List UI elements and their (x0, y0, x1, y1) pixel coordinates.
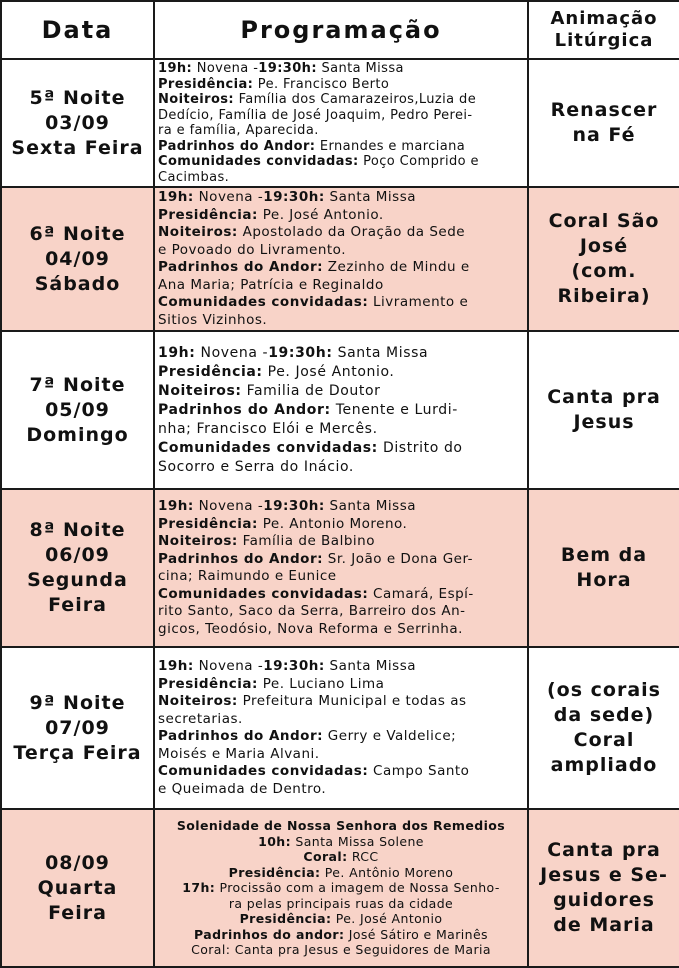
program-line (158, 77, 524, 93)
date-line: 9ª Noite (29, 691, 126, 714)
program-label: Presidência: (158, 363, 263, 380)
program-text: Pe. José Antonio. (262, 363, 395, 380)
date-line: Feira (48, 594, 107, 616)
night-row (1, 59, 679, 187)
date-line: Segunda (27, 569, 128, 591)
program-line (158, 498, 524, 516)
program-text: Camará, Espí- (368, 585, 474, 602)
date-line: 08/09 (45, 851, 110, 874)
program-text: Gerry e Valdelice; (323, 728, 457, 744)
date-line: 06/09 (45, 544, 110, 566)
program-text: Novena - (192, 61, 259, 76)
program-line (158, 586, 524, 604)
animation-cell (528, 809, 679, 967)
animation-line: ampliado (550, 754, 658, 776)
animation-line: Jesus e Se- (540, 864, 668, 886)
program-text: Santa Missa (324, 498, 417, 514)
program-line (158, 728, 524, 746)
program-line (158, 603, 524, 621)
program-line (158, 818, 524, 834)
program-line (158, 123, 524, 139)
program-label: Solenidade de Nossa Senhora dos Remedios (176, 818, 506, 834)
night-row (1, 489, 679, 647)
program-line (158, 170, 524, 186)
program-line (158, 139, 524, 155)
program-line (158, 224, 524, 242)
program-text: Pe. Antonio Moreno. (257, 515, 408, 532)
header-animacao (528, 1, 679, 59)
program-line (158, 259, 524, 277)
program-line (158, 746, 524, 764)
program-text: Zezinho de Mindu e (323, 259, 470, 275)
program-line (158, 92, 524, 108)
program-line (158, 344, 524, 363)
program-text: e Povoado do Livramento. (158, 241, 346, 258)
animation-line: guidores (553, 889, 655, 911)
program-text: nha; Francisco Elói e Mercês. (158, 420, 378, 437)
date-line: 5ª Noite (29, 86, 126, 109)
animation-cell (528, 59, 679, 187)
date-line: Sexta Feira (11, 136, 144, 159)
program-line (158, 154, 524, 170)
program-text: Familia de Doutor (241, 382, 381, 399)
program-line (158, 880, 524, 896)
program-text: Campo Santo (368, 763, 470, 779)
program-line (158, 927, 524, 943)
program-text: RCC (347, 849, 379, 865)
program-text: Pe. Francisco Berto (253, 76, 390, 92)
program-text: gicos, Teodósio, Nova Reforma e Serrinha. (158, 620, 463, 637)
animation-line: (os corais (547, 679, 661, 701)
program-line (158, 439, 524, 458)
program-line (158, 401, 524, 420)
program-text: Família dos Camarazeiros,Luzia de (234, 92, 477, 107)
program-label: Noiteiros: (158, 533, 238, 549)
program-cell (154, 809, 528, 967)
program-text: Cacimbas. (158, 169, 230, 185)
program-line (158, 533, 524, 551)
animation-line: (com. (571, 260, 637, 282)
program-label: Comunidades convidadas: (158, 439, 378, 456)
date-line: 7ª Noite (29, 373, 126, 396)
program-label: 19:30h: (258, 61, 317, 76)
header-programacao: Programação (154, 1, 528, 59)
animation-line: da sede) (553, 704, 655, 726)
program-line (158, 516, 524, 534)
date-line: 03/09 (45, 111, 110, 134)
program-line (158, 568, 524, 586)
animation-line: Canta pra (547, 386, 661, 408)
program-line (158, 658, 524, 676)
header-row (1, 1, 679, 59)
program-text: José Sátiro e Marinês (344, 926, 488, 942)
animation-cell (528, 187, 679, 331)
program-line (158, 834, 524, 850)
program-label: Comunidades convidadas: (158, 585, 369, 602)
animation-cell (528, 647, 679, 809)
date-line: Sábado (34, 272, 121, 295)
header-data: Data (1, 1, 154, 59)
program-text: Distrito do (377, 439, 463, 456)
program-line (158, 363, 524, 382)
program-line (158, 108, 524, 124)
date-cell (1, 187, 154, 331)
animation-line: de Maria (553, 914, 655, 936)
program-label: Padrinhos do Andor: (158, 550, 324, 567)
date-line: Domingo (26, 423, 129, 446)
program-text: Família de Balbino (237, 533, 375, 549)
program-line (158, 849, 524, 865)
program-text: Novena - (193, 498, 264, 514)
program-text: Novena - (193, 189, 264, 205)
program-text: Pe. Luciano Lima (257, 675, 385, 692)
program-label: Presidência: (158, 206, 258, 223)
program-cell (154, 187, 528, 331)
program-label: Noiteiros: (158, 693, 238, 709)
program-text: cina; Raimundo e Eunice (158, 568, 337, 584)
program-label: Comunidades convidadas: (158, 294, 369, 310)
program-label: 19h: (158, 189, 194, 205)
program-label: Noiteiros: (158, 92, 235, 107)
program-line (158, 896, 524, 912)
program-label: Presidência: (158, 76, 254, 92)
date-line: Terça Feira (13, 741, 142, 764)
program-label: Comunidades convidadas: (158, 763, 369, 779)
program-text: Santa Missa (324, 658, 417, 674)
night-row (1, 187, 679, 331)
program-line (158, 911, 524, 927)
program-cell (154, 489, 528, 647)
animation-line: Coral (573, 729, 635, 751)
program-text: Tenente e Lurdi- (330, 401, 458, 418)
program-label: 19:30h: (263, 498, 325, 514)
program-text: Prefeitura Municipal e todas as (237, 693, 467, 709)
program-text: Apostolado da Oração da Sede (237, 224, 466, 240)
animation-line: na Fé (572, 124, 636, 146)
program-line (158, 382, 524, 401)
date-cell (1, 331, 154, 489)
program-label: Padrinhos do Andor: (158, 259, 324, 275)
program-label: Padrinhos do Andor: (158, 728, 324, 744)
program-text: rito Santo, Saco da Serra, Barreiro dos An- (158, 603, 466, 619)
program-line (158, 312, 524, 330)
header-animacao-line2: Litúrgica (554, 30, 654, 51)
date-cell (1, 489, 154, 647)
program-line (158, 61, 524, 77)
program-text: Pe. Antônio Moreno (320, 864, 454, 880)
program-text: Santa Missa (324, 189, 417, 205)
program-label: Presidência: (228, 864, 321, 880)
program-line (158, 551, 524, 569)
program-cell (154, 59, 528, 187)
date-cell (1, 59, 154, 187)
program-text: e Queimada de Dentro. (158, 780, 327, 797)
program-text: Santa Missa (332, 344, 429, 361)
night-row (1, 809, 679, 967)
program-line (158, 458, 524, 477)
program-text: Socorro e Serra do Inácio. (158, 458, 354, 475)
program-text: Pe. José Antonio. (257, 206, 384, 223)
program-text: Ana Maria; Patrícia e Reginaldo (158, 276, 384, 293)
night-row (1, 647, 679, 809)
program-line (158, 277, 524, 295)
program-label: Presidência: (239, 911, 332, 927)
program-label: Presidência: (158, 675, 258, 692)
program-label: 17h: (182, 880, 216, 896)
program-text: Sitios Vizinhos. (158, 311, 268, 328)
animation-line: José (579, 235, 629, 257)
program-label: 19h: (158, 344, 196, 361)
program-line (158, 420, 524, 439)
animation-line: Renascer (550, 99, 658, 121)
animation-line: Hora (576, 569, 632, 591)
program-text: secretarias. (158, 710, 243, 727)
date-line: 05/09 (45, 398, 110, 421)
date-line: 07/09 (45, 716, 110, 739)
program-line (158, 242, 524, 260)
program-line (158, 294, 524, 312)
animation-line: Bem da (560, 544, 648, 566)
program-text: ra e família, Aparecida. (158, 123, 319, 138)
program-line (158, 781, 524, 799)
program-text: Dedício, Família de José Joaquim, Pedro Perei- (158, 107, 473, 123)
program-label: Padrinhos do andor: (194, 926, 345, 942)
date-line: Quarta (37, 876, 118, 899)
program-text: Pe. José Antonio (331, 911, 443, 927)
program-text: Novena - (195, 344, 269, 361)
program-text: Poço Comprido e (358, 154, 479, 169)
program-text: Novena - (193, 658, 264, 674)
program-label: Noiteiros: (158, 224, 238, 240)
program-text: Ernandes e marciana (315, 138, 466, 154)
program-line (158, 763, 524, 781)
animation-line: Coral São (548, 210, 660, 232)
date-cell (1, 647, 154, 809)
program-text: Moisés e Maria Alvani. (158, 745, 320, 762)
night-row (1, 331, 679, 489)
date-line: 04/09 (45, 247, 110, 270)
header-animacao-line1: Animação (550, 8, 658, 29)
program-line (158, 676, 524, 694)
program-line (158, 621, 524, 639)
program-text: Coral: Canta pra Jesus e Seguidores de Maria (191, 942, 491, 958)
date-line: Feira (48, 901, 107, 924)
animation-cell (528, 331, 679, 489)
program-text: Sr. João e Dona Ger- (323, 550, 474, 567)
program-line (158, 942, 524, 958)
program-label: 10h: (258, 833, 291, 849)
program-label: 19:30h: (263, 189, 325, 205)
program-cell (154, 331, 528, 489)
program-label: Padrinhos do Andor: (158, 138, 316, 154)
animation-line: Canta pra (547, 839, 661, 861)
program-line (158, 865, 524, 881)
program-label: Noiteiros: (158, 382, 242, 399)
program-line (158, 693, 524, 711)
program-text: Procissão com a imagem de Nossa Senho- (215, 880, 500, 896)
program-label: 19h: (158, 498, 194, 514)
animation-line: Jesus (573, 411, 635, 433)
program-text: Livramento e (368, 294, 469, 310)
program-label: 19h: (158, 658, 194, 674)
program-cell (154, 647, 528, 809)
program-label: 19:30h: (268, 344, 333, 361)
date-cell (1, 809, 154, 967)
program-label: Coral: (303, 849, 348, 865)
date-line: 8ª Noite (29, 519, 126, 541)
date-line: 6ª Noite (29, 222, 126, 245)
program-line (158, 189, 524, 207)
program-line (158, 207, 524, 225)
program-label: Presidência: (158, 515, 258, 532)
program-text: Santa Missa (316, 61, 404, 76)
program-text: ra pelas principais ruas da cidade (228, 895, 454, 911)
program-label: 19h: (158, 61, 193, 76)
program-line (158, 711, 524, 729)
animation-cell (528, 489, 679, 647)
program-text: Santa Missa Solene (291, 833, 424, 849)
program-label: 19:30h: (263, 658, 325, 674)
program-label: Comunidades convidadas: (158, 154, 359, 169)
program-label: Padrinhos do Andor: (158, 401, 331, 418)
animation-line: Ribeira) (557, 285, 651, 307)
